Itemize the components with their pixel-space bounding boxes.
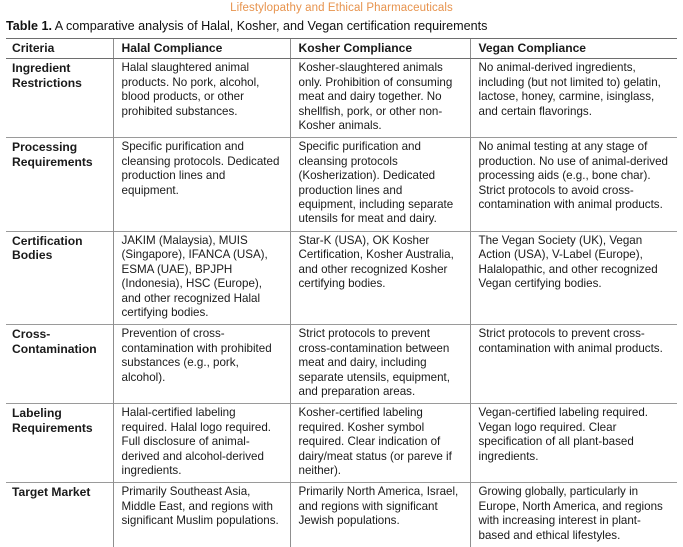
cell-kosher: Kosher-slaughtered animals only. Prohibition of consuming meat and dairy together. No shellfish, pork, or other non-Kosher animals.: [290, 59, 470, 138]
row-header-criteria: Cross-Contamination: [6, 325, 113, 404]
cell-vegan: Growing globally, particularly in Europe, North America, and regions with increasing interest in plant-based and ethical lifestyles.: [470, 483, 677, 547]
cell-halal: Halal slaughtered animal products. No pork, alcohol, blood products, or other prohibited substances.: [113, 59, 290, 138]
row-header-criteria: Processing Requirements: [6, 138, 113, 231]
table-row: [6, 404, 677, 483]
table-row: [6, 325, 677, 404]
cell-halal: Specific purification and cleansing protocols. Dedicated production lines and equipment.: [113, 138, 290, 231]
table-row: [6, 59, 677, 138]
cell-halal: Halal-certified labeling required. Halal logo required. Full disclosure of animal-derived and alcohol-derived ingredients.: [113, 404, 290, 483]
row-header-criteria: Labeling Requirements: [6, 404, 113, 483]
table-header-row: [6, 39, 677, 59]
column-header-criteria: Criteria: [6, 39, 113, 59]
row-header-criteria: Certification Bodies: [6, 231, 113, 324]
cell-kosher: Star-K (USA), OK Kosher Certification, Kosher Australia, and other recognized Kosher certifying bodies.: [290, 231, 470, 324]
row-header-criteria: Target Market: [6, 483, 113, 547]
table-header: [6, 39, 677, 59]
cell-kosher: Specific purification and cleansing protocols (Kosherization). Dedicated production lines and equipment, including separate utensils for meat and dairy.: [290, 138, 470, 231]
cell-kosher: Primarily North America, Israel, and regions with significant Jewish populations.: [290, 483, 470, 547]
cell-kosher: Kosher-certified labeling required. Kosher symbol required. Clear indication of dairy/meat status (or pareve if neither).: [290, 404, 470, 483]
cell-kosher: Strict protocols to prevent cross-contamination between meat and dairy, including separate utensils, equipment, and preparation areas.: [290, 325, 470, 404]
row-header-criteria: Ingredient Restrictions: [12, 61, 82, 90]
table-caption: [6, 16, 677, 38]
cell-halal: JAKIM (Malaysia), MUIS (Singapore), IFANCA (USA), ESMA (UAE), BPJPH (Indonesia), HSC (Europe), and other recognized Halal certifying bodies.: [113, 231, 290, 324]
column-header-halal: Halal Compliance: [113, 39, 290, 59]
table-body: [6, 59, 677, 547]
table-row: [6, 138, 677, 231]
cell-vegan: No animal-derived ingredients, including (but not limited to) gelatin, lactose, honey, carmine, isinglass, and certain flavorings.: [470, 59, 677, 138]
cell-vegan: The Vegan Society (UK), Vegan Action (USA), V-Label (Europe), Halalopathic, and other recognized Vegan certifying bodies.: [470, 231, 677, 324]
column-header-kosher: Kosher Compliance: [290, 39, 470, 59]
caption-text: A comparative analysis of Halal, Kosher, and Vegan certification requirements: [51, 19, 488, 33]
table-row: [6, 483, 677, 547]
cell-vegan: No animal testing at any stage of production. No use of animal-derived processing aids (e.g., bone char). Strict protocols to avoid cross-contamination with animal products.: [470, 138, 677, 231]
cell-halal: Primarily Southeast Asia, Middle East, and regions with significant Muslim populations.: [113, 483, 290, 547]
cell-halal: Prevention of cross-contamination with prohibited substances (e.g., pork, alcohol).: [113, 325, 290, 404]
certification-comparison-table: [6, 38, 677, 547]
caption-label: Table 1.: [6, 19, 52, 33]
cell-vegan: Vegan-certified labeling required. Vegan logo required. Clear specification of all plant-based ingredients.: [470, 404, 677, 483]
table-row: [6, 231, 677, 324]
running-head: Lifestylopathy and Ethical Pharmaceuticals: [230, 2, 453, 14]
cell-vegan: Strict protocols to prevent cross-contamination with animal products.: [470, 325, 677, 404]
column-header-vegan: Vegan Compliance: [470, 39, 677, 59]
